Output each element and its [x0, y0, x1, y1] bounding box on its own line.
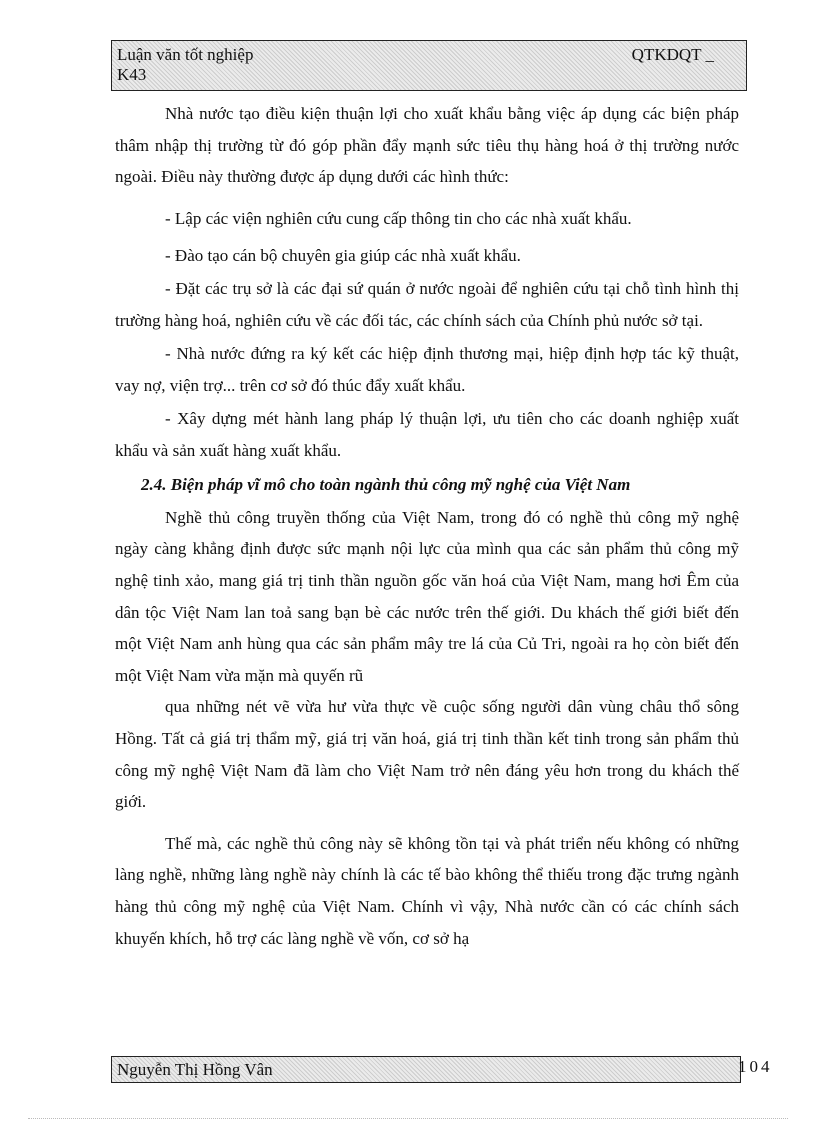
list-item: - Đào tạo cán bộ chuyên gia giúp các nhà xuất khẩu.: [165, 245, 521, 265]
page-number: 104: [738, 1057, 773, 1076]
page-bottom-divider: [28, 1118, 788, 1119]
header-title-right: QTKDQT _: [631, 45, 714, 64]
page-header: [111, 40, 747, 91]
paragraph: Thế mà, các nghề thủ công này sẽ không tồn tại và phát triển nếu không có những làng nghề, những làng nghề này chính là các tế bào không thể thiếu trong đặc trưng ngành hàng thủ công mỹ nghệ của Việt Nam. Chính vì vậy, Nhà nước cần có các chính sách khuyến khích, hỗ trợ các làng nghề về vốn, cơ sở hạ: [115, 833, 739, 948]
footer-author: Nguyễn Thị Hồng Vân: [117, 1060, 273, 1079]
list-item: - Nhà nước đứng ra ký kết các hiệp định thương mại, hiệp định hợp tác kỹ thuật, vay nợ, viện trợ... trên cơ sở đó thúc đẩy xuất khẩu.: [115, 343, 739, 395]
list-item: - Đặt các trụ sở là các đại sứ quán ở nước ngoài để nghiên cứu tại chỗ tình hình thị trường hàng hoá, nghiên cứu về các đối tác, các chính sách của Chính phủ nước sở tại.: [115, 278, 739, 330]
page-footer: [111, 1056, 741, 1083]
paragraph-continued: qua những nét vẽ vừa hư vừa thực về cuộc sống người dân vùng châu thổ sông Hồng. Tất cả giá trị thẩm mỹ, giá trị văn hoá, giá trị tinh thần kết tinh trong sản phẩm thủ công mỹ nghệ Việt Nam đã làm cho Việt Nam trở nên đáng yêu hơn trong du khách thế giới.: [115, 697, 739, 812]
header-title-left: Luận văn tốt nghiệp: [117, 45, 254, 64]
list-item: - Lập các viện nghiên cứu cung cấp thông tin cho các nhà xuất khẩu.: [165, 208, 632, 228]
section-heading: 2.4. Biện pháp vĩ mô cho toàn ngành thủ công mỹ nghệ của Việt Nam: [141, 474, 631, 494]
paragraph-intro: Nhà nước tạo điều kiện thuận lợi cho xuất khẩu bằng việc áp dụng các biện pháp thâm nhập thị trường từ đó góp phần đẩy mạnh sức tiêu thụ hàng hoá ở thị trường nước ngoài. Điều này thường được áp dụng dưới các hình thức:: [115, 104, 739, 187]
list-item: - Xây dựng mét hành lang pháp lý thuận lợi, ưu tiên cho các doanh nghiệp xuất khẩu và sản xuất hàng xuất khẩu.: [115, 408, 739, 460]
header-title-left-line2: K43: [117, 65, 147, 84]
document-body: [115, 98, 739, 954]
paragraph: Nghề thủ công truyền thống của Việt Nam, trong đó có nghề thủ công mỹ nghệ ngày càng khẳng định được sức mạnh nội lực của mình qua các sản phẩm thủ công mỹ nghệ tinh xảo, mang giá trị tinh thần nguồn gốc văn hoá của Việt Nam, mang hơi Êm của dân tộc Việt Nam lan toả sang bạn bè các nước trên thế giới. Du khách thế giới biết đến một Việt Nam anh hùng qua các sản phẩm mây tre lá của Củ Tri, ngoài ra họ còn biết đến một Việt Nam vừa mặn mà quyến rũ: [115, 507, 739, 685]
